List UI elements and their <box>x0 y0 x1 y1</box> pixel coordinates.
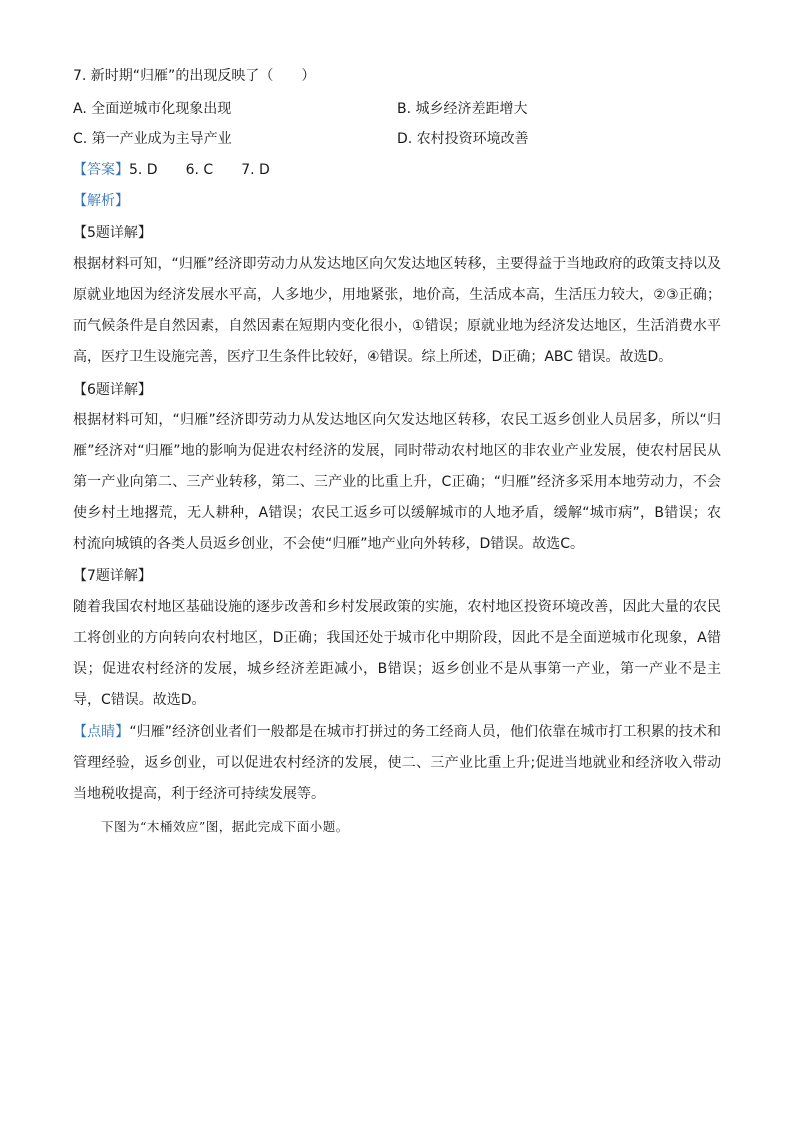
detail-6-text: 根据材料可知，“归雁”经济即劳动力从发达地区向欠发达地区转移，农民工返乡创业人员居多，所以“归雁”经济对“归雁”地的影响为促进农村经济的发展，同时带动农村地区的非农业产业发展，使农村居民从第一产业向第二、三产业转移，第二、三产业的比重上升，C正确；“归雁”经济多采用本地劳动力，不会使乡村土地撂荒，无人耕种，A错误；农民工返乡可以缓解城市的人地矛盾，缓解“城市病”，B错误；农村流向城镇的各类人员返乡创业，不会使“归雁”地产业向外转移，D错误。故选C。 <box>73 412 721 552</box>
option-d: D. 农村投资环境改善 <box>397 131 529 147</box>
answer-value: 7. D <box>241 162 270 178</box>
detail-7-heading: 【7题详解】 <box>73 568 152 584</box>
next-question-intro: 下图为“木桶效应”图，据此完成下面小题。 <box>101 819 349 834</box>
detail-6-heading: 【6题详解】 <box>73 382 152 398</box>
detail-7-text: 随着我国农村地区基础设施的逐步改善和乡村发展政策的实施，农村地区投资环境改善，因此大量的农民工将创业的方向转向农村地区，D正确；我国还处于城市化中期阶段，因此不是全面逆城市化现象，A错误；促进农村经济的发展，城乡经济差距减小，B错误；返乡创业不是从事第一产业，第一产业不是主导，C错误。故选D。 <box>73 599 721 708</box>
answer-value: 5. D <box>129 162 158 178</box>
detail-5-text: 根据材料可知，“归雁”经济即劳动力从发达地区向欠发达地区转移，主要得益于当地政府的政策支持以及原就业地因为经济发展水平高，人多地少，用地紧张，地价高，生活成本高，生活压力较大，②③正确；而气候条件是自然因素，自然因素在短期内变化很小，①错误；原就业地为经济发达地区，生活消费水平高，医疗卫生设施完善，医疗卫生条件比较好，④错误。综上所述，D正确；ABC 错误。故选D。 <box>73 256 721 365</box>
dianjing-tag: 【点睛】 <box>73 724 130 740</box>
answer-value: 6. C <box>185 162 214 178</box>
option-b: B. 城乡经济差距增大 <box>397 101 528 117</box>
answer-line <box>73 160 270 180</box>
option-c: C. 第一产业成为主导产业 <box>73 131 232 147</box>
detail-5-heading: 【5题详解】 <box>73 225 152 241</box>
dianjing-text: “归雁”经济创业者们一般都是在城市打拼过的务工经商人员，他们依靠在城市打工积累的技术和管理经验，返乡创业，可以促进农村经济的发展，使二、三产业比重上升;促进当地就业和经济收入带动当地税收提高，利于经济可持续发展等。 <box>73 724 721 802</box>
option-a: A. 全面逆城市化现象出现 <box>73 101 232 117</box>
question-7-stem: 7. 新时期“归雁”的出现反映了（ ） <box>73 68 316 84</box>
analysis-tag: 【解析】 <box>73 193 129 209</box>
answer-tag: 【答案】 <box>73 162 129 178</box>
dianjing-paragraph <box>73 717 721 810</box>
